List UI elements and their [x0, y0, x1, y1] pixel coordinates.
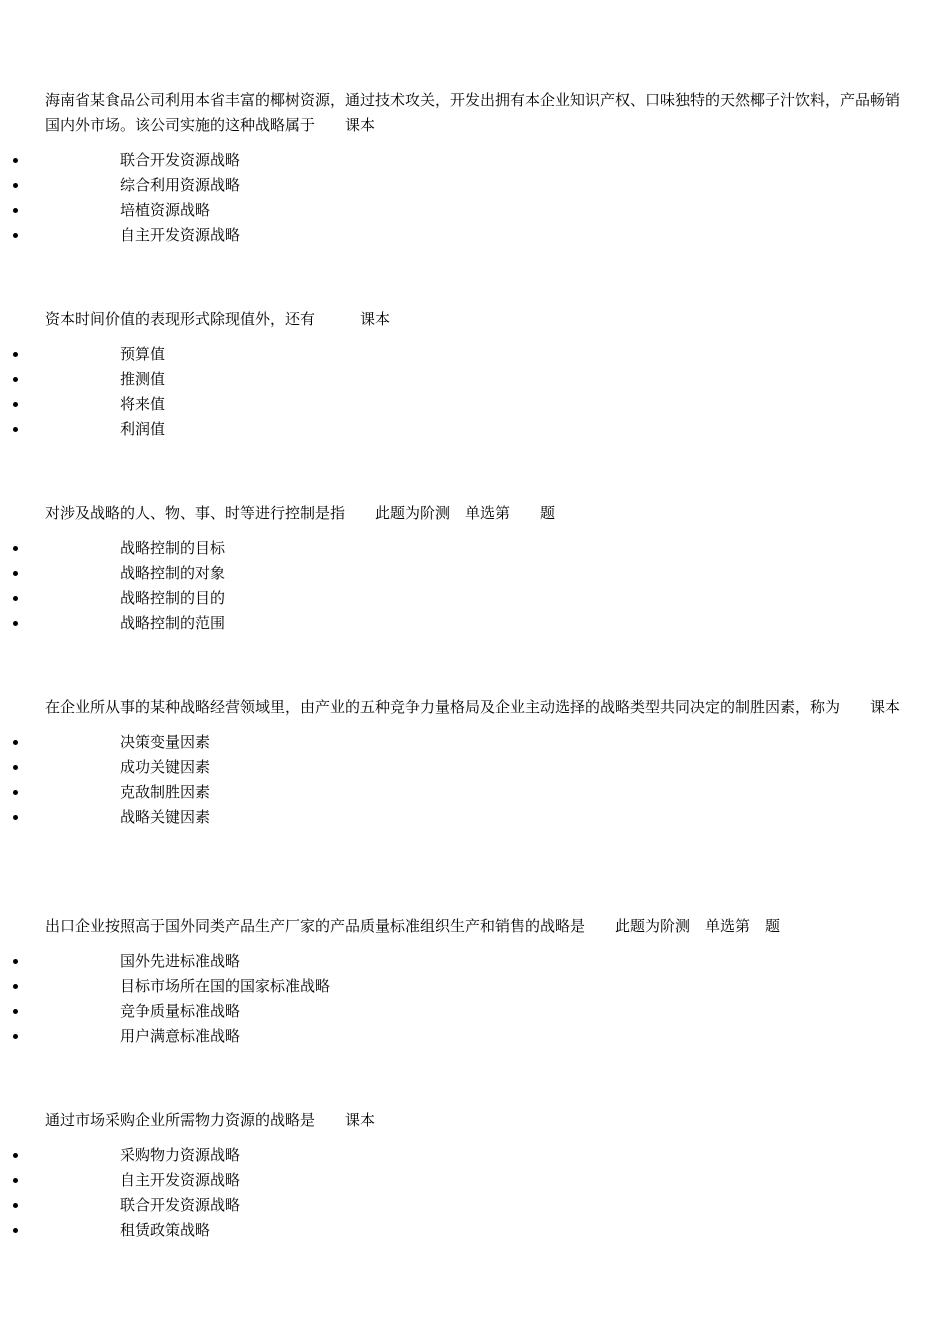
option-item: [0, 755, 950, 780]
question-stem: 在企业所从事的某种战略经营领域里，由产业的五种竞争力量格局及企业主动选择的战略类型共同决定的制胜因素，称为 课本: [45, 698, 901, 716]
option-item: [0, 730, 950, 755]
option-label: 成功关键因素: [120, 758, 211, 776]
option-label: 竞争质量标准战略: [120, 1002, 241, 1020]
option-list: [0, 536, 950, 636]
option-label: 利润值: [120, 420, 166, 438]
option-item: [0, 1143, 950, 1168]
question-2: [0, 307, 950, 442]
option-item: [0, 611, 950, 636]
option-label: 采购物力资源战略: [120, 1146, 241, 1164]
option-item: [0, 1218, 950, 1243]
bullet-icon: [13, 427, 18, 432]
bullet-icon: [13, 959, 18, 964]
option-label: 培植资源战略: [120, 201, 211, 219]
question-6: [0, 1108, 950, 1243]
bullet-icon: [13, 596, 18, 601]
option-list: [0, 730, 950, 830]
option-item: [0, 561, 950, 586]
question-stem: 对涉及战略的人、物、事、时等进行控制是指 此题为阶测 单选第 题: [45, 504, 556, 522]
bullet-icon: [13, 1203, 18, 1208]
bullet-icon: [13, 1153, 18, 1158]
bullet-icon: [13, 158, 18, 163]
option-list: [0, 949, 950, 1049]
option-list: [0, 342, 950, 442]
question-stem: 资本时间价值的表现形式除现值外，还有 课本: [45, 310, 391, 328]
option-label: 自主开发资源战略: [120, 226, 241, 244]
option-item: [0, 949, 950, 974]
option-item: [0, 1193, 950, 1218]
option-label: 用户满意标准战略: [120, 1027, 241, 1045]
bullet-icon: [13, 1228, 18, 1233]
option-label: 自主开发资源战略: [120, 1171, 241, 1189]
bullet-icon: [13, 984, 18, 989]
bullet-icon: [13, 571, 18, 576]
option-label: 战略控制的目标: [120, 539, 226, 557]
option-item: [0, 148, 950, 173]
option-label: 综合利用资源战略: [120, 176, 241, 194]
option-item: [0, 223, 950, 248]
option-item: [0, 805, 950, 830]
option-label: 目标市场所在国的国家标准战略: [120, 977, 331, 995]
bullet-icon: [13, 377, 18, 382]
option-label: 国外先进标准战略: [120, 952, 241, 970]
bullet-icon: [13, 815, 18, 820]
bullet-icon: [13, 1009, 18, 1014]
question-4: [0, 695, 950, 830]
option-label: 克敌制胜因素: [120, 783, 211, 801]
option-list: [0, 1143, 950, 1243]
question-stem: 海南省某食品公司利用本省丰富的椰树资源，通过技术攻关，开发出拥有本企业知识产权、口味独特的天然椰子汁饮料，产品畅销国内外市场。该公司实施的这种战略属于 课本: [45, 91, 901, 134]
option-item: [0, 198, 950, 223]
option-label: 战略关键因素: [120, 808, 211, 826]
question-3: [0, 501, 950, 636]
option-item: [0, 173, 950, 198]
question-stem: 通过市场采购企业所需物力资源的战略是 课本: [45, 1111, 376, 1129]
option-label: 将来值: [120, 395, 166, 413]
question-stem: 出口企业按照高于国外同类产品生产厂家的产品质量标准组织生产和销售的战略是 此题为阶测 单选第 题: [45, 917, 781, 935]
option-item: [0, 974, 950, 999]
bullet-icon: [13, 208, 18, 213]
bullet-icon: [13, 1178, 18, 1183]
option-item: [0, 342, 950, 367]
option-label: 战略控制的对象: [120, 564, 226, 582]
option-label: 租赁政策战略: [120, 1221, 211, 1239]
option-item: [0, 417, 950, 442]
option-item: [0, 392, 950, 417]
bullet-icon: [13, 740, 18, 745]
bullet-icon: [13, 546, 18, 551]
option-item: [0, 1168, 950, 1193]
option-label: 战略控制的范围: [120, 614, 226, 632]
option-item: [0, 536, 950, 561]
question-5: [0, 914, 950, 1049]
option-label: 联合开发资源战略: [120, 1196, 241, 1214]
option-item: [0, 586, 950, 611]
bullet-icon: [13, 765, 18, 770]
bullet-icon: [13, 621, 18, 626]
option-label: 预算值: [120, 345, 166, 363]
bullet-icon: [13, 352, 18, 357]
option-item: [0, 1024, 950, 1049]
bullet-icon: [13, 1034, 18, 1039]
option-label: 推测值: [120, 370, 166, 388]
bullet-icon: [13, 233, 18, 238]
question-1: [0, 88, 950, 248]
option-label: 战略控制的目的: [120, 589, 226, 607]
option-label: 决策变量因素: [120, 733, 211, 751]
bullet-icon: [13, 402, 18, 407]
option-label: 联合开发资源战略: [120, 151, 241, 169]
option-item: [0, 999, 950, 1024]
option-item: [0, 780, 950, 805]
option-list: [0, 148, 950, 248]
option-item: [0, 367, 950, 392]
bullet-icon: [13, 183, 18, 188]
bullet-icon: [13, 790, 18, 795]
